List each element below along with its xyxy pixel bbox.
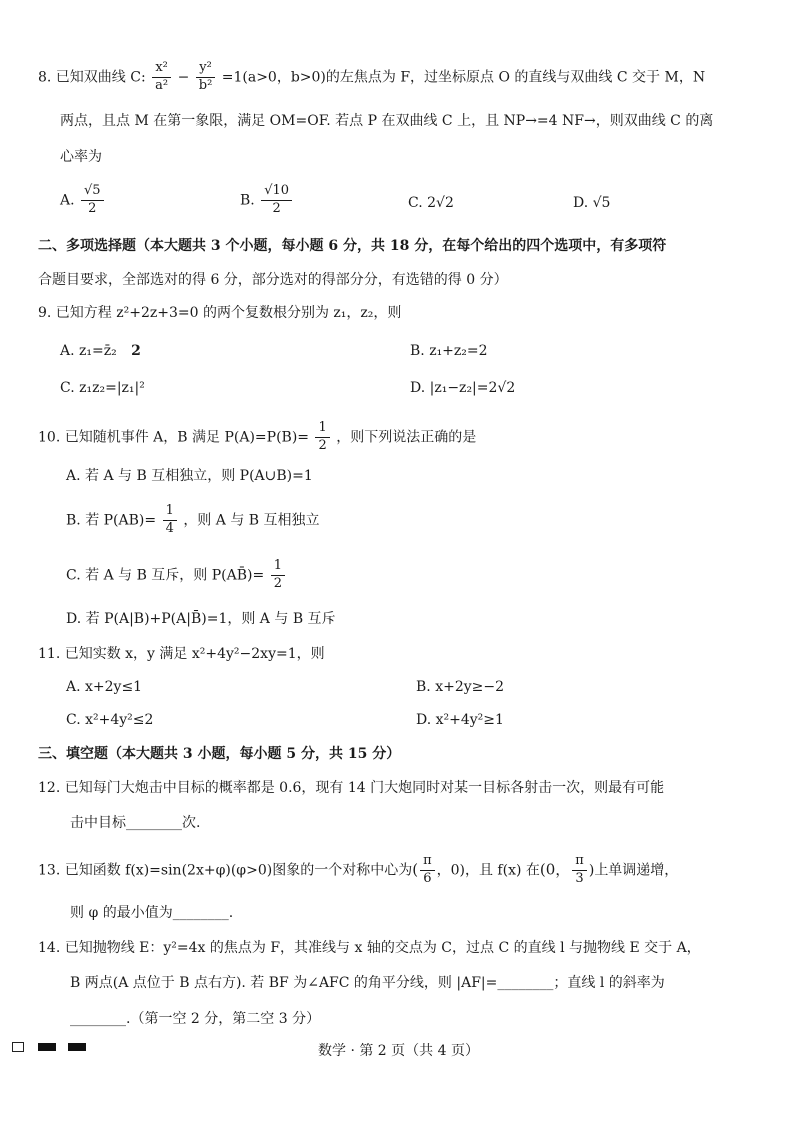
q12-line1: 12. 已知每门大炮击中目标的概率都是 0.6，现有 14 门大炮同时对某一目标各射击一次，则最有可能	[38, 780, 665, 796]
q11-option-d: D. x²+4y²≥1	[416, 712, 504, 728]
footer-page-number: 数学 · 第 2 页（共 4 页）	[318, 1043, 479, 1059]
q8-line1-pre: 8. 已知双曲线 C:	[38, 69, 146, 86]
section2-heading-line2: 合题目要求，全部选对的得 6 分，部分选对的得部分分，有选错的得 0 分）	[38, 272, 508, 288]
footer-square-mark	[12, 1042, 24, 1052]
q9-option-d: D. |z₁−z₂|=2√2	[410, 380, 516, 396]
q9-handwritten-mark: 2	[131, 343, 141, 359]
q13-line2: 则 φ 的最小值为________.	[70, 905, 234, 921]
q9-option-b: B. z₁+z₂=2	[410, 343, 488, 359]
q8-line1-post: =1(a>0，b>0)的左焦点为 F，过坐标原点 O 的直线与双曲线 C 交于 M，N	[221, 69, 706, 86]
footer-block-mark	[38, 1043, 56, 1051]
section3-heading: 三、填空题（本大题共 3 小题，每小题 5 分，共 15 分）	[38, 746, 401, 762]
footer-block-mark	[68, 1043, 86, 1051]
section2-heading-line1: 二、多项选择题（本大题共 3 个小题，每小题 6 分，共 18 分，在每个给出的四个选项中，有多项符	[38, 238, 667, 254]
q13-line1: 13. 已知函数 f(x)=sin(2x+φ)(φ>0)图象的一个对称中心为( $\frac{\pi}{6}$ ，0)，且 f(x) 在(0， $\frac{\pi}{3}$ )上单调递增，	[38, 853, 679, 886]
q8-option-d: D. √5	[573, 195, 611, 211]
q8-option-b: B. $\frac{√10}{2}$	[240, 183, 294, 218]
q11-option-a: A. x+2y≤1	[66, 679, 143, 695]
q11-stem: 11. 已知实数 x，y 满足 x²+4y²−2xy=1，则	[38, 646, 325, 662]
q14-line3: ________.（第一空 2 分，第二空 3 分）	[70, 1011, 321, 1027]
q9-option-c: C. z₁z₂=|z₁|²	[60, 380, 145, 396]
q8-line1	[38, 60, 705, 95]
q10-stem: 10. 已知随机事件 A，B 满足 P(A)=P(B)= $\frac{1}{2}$ ，则下列说法正确的是	[38, 420, 477, 453]
q10-option-a: A. 若 A 与 B 互相独立，则 P(A∪B)=1	[66, 468, 313, 484]
q8-frac-y: $\frac{\text{y²}}{\text{b²}}$	[196, 60, 216, 95]
q10-option-d: D. 若 P(A|B)+P(A|B̄)=1，则 A 与 B 互斥	[66, 611, 336, 627]
q8-minus: −	[177, 69, 190, 86]
q11-option-c: C. x²+4y²≤2	[66, 712, 154, 728]
q8-frac-x: $\frac{\text{x²}}{\text{a²}}$	[152, 60, 171, 95]
q8-line3: 心率为	[60, 149, 102, 165]
q9-option-a: A. z₁=z̄₂ 2	[60, 343, 141, 359]
q8-option-c: C. 2√2	[408, 195, 454, 211]
q11-option-b: B. x+2y≥−2	[416, 679, 504, 695]
q14-line2: B 两点(A 点位于 B 点右方). 若 BF 为∠AFC 的角平分线，则 |AF|=________；直线 l 的斜率为	[70, 975, 665, 991]
q10-option-c: C. 若 A 与 B 互斥，则 P(AB̄)= $\frac{1}{2}$	[66, 558, 287, 593]
q12-line2: 击中目标________次.	[70, 815, 201, 831]
q8-option-a: A. $\frac{√5}{2}$	[60, 183, 106, 218]
q14-line1: 14. 已知抛物线 E：y²=4x 的焦点为 F，其准线与 x 轴的交点为 C，过点 C 的直线 l 与抛物线 E 交于 A，	[38, 940, 701, 956]
q10-option-b: B. 若 P(AB)= $\frac{1}{4}$ ，则 A 与 B 互相独立	[66, 503, 320, 536]
q9-stem: 9. 已知方程 z²+2z+3=0 的两个复数根分别为 z₁，z₂，则	[38, 305, 402, 321]
q8-line2: 两点，且点 M 在第一象限，满足 OM=OF. 若点 P 在双曲线 C 上，且 NP→=4 NF→，则双曲线 C 的离	[60, 113, 714, 129]
